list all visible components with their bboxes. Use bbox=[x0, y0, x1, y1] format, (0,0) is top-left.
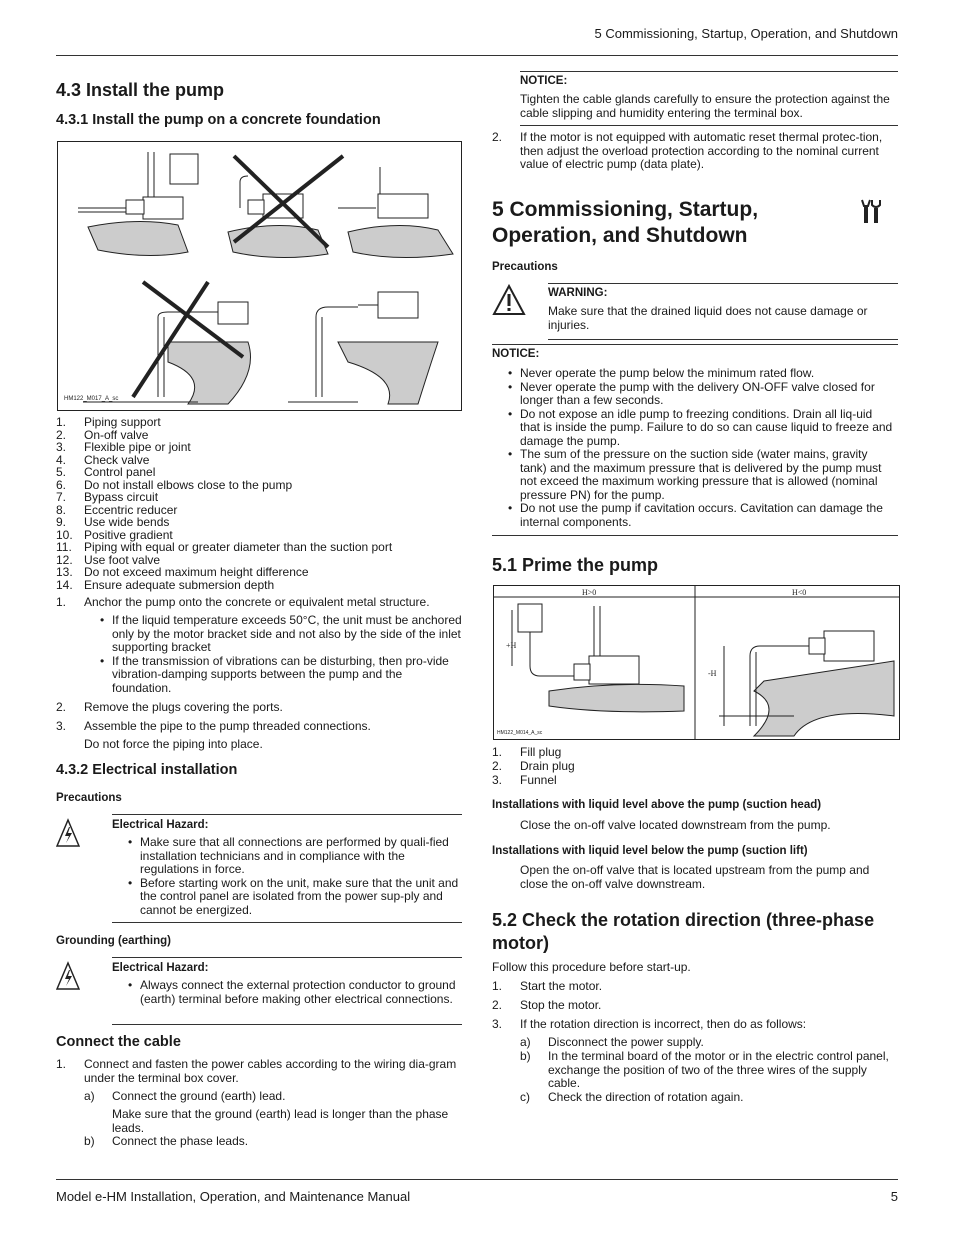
electrical-hazard-icon bbox=[56, 961, 80, 991]
fig-label-lift: H<0 bbox=[792, 588, 807, 597]
prime-pump-figure bbox=[493, 585, 900, 740]
fig-label-minus-h: -H bbox=[708, 669, 717, 678]
rotation-step-1: 1. Start the motor. bbox=[492, 979, 603, 993]
running-header: 5 Commissioning, Startup, Operation, and Shutdown bbox=[594, 26, 898, 41]
legend-item: 5. Control panel bbox=[56, 465, 156, 479]
legend-item: 8. Eccentric reducer bbox=[56, 502, 178, 517]
notice-top-rule bbox=[520, 71, 898, 72]
warning-icon bbox=[492, 284, 526, 316]
rotation-step-3a: a) Disconnect the power supply. bbox=[520, 1035, 704, 1049]
footer-title: Model e-HM Installation, Operation, and Maintenance Manual bbox=[56, 1189, 411, 1204]
tools-icon bbox=[860, 198, 882, 224]
connect-cable-heading: Connect the cable bbox=[56, 1034, 181, 1050]
legend-item: 3. Flexible pipe or joint bbox=[56, 440, 191, 454]
legend-item: 9. Use wide bends bbox=[56, 515, 170, 529]
suction-lift-text: Open the on-off valve that is located upstream from the pump and close the on-off valve downstream. bbox=[520, 863, 870, 891]
hazard-1-top-rule bbox=[112, 814, 462, 815]
install-step-1-bullets: • If the liquid temperature exceeds 50°C, the unit must be anchored only by the motor bracket side and not also by the side of the inlet supporting bracket • If the transmission of vibrations can be disturbing, then pro-vide vibration-damping supports between the pump and the foundation. bbox=[100, 613, 462, 695]
section-4-3-heading: 4.3 Install the pump bbox=[56, 80, 225, 100]
rotation-step-3b: b) In the terminal board of the motor or in the electric control panel, exchange the position of two of the three wires of the supply cable. bbox=[520, 1049, 889, 1090]
figure-code: HM122_M014_A_sc bbox=[497, 730, 543, 736]
grounding-label: Grounding (earthing) bbox=[56, 935, 171, 947]
legend-item: 11. Piping with equal or greater diameter than the suction port bbox=[56, 540, 393, 554]
prime-pump-diagram bbox=[494, 586, 899, 739]
legend-item: 3. Funnel bbox=[492, 773, 557, 787]
connect-step-1a-note: Make sure that the ground (earth) lead is longer than the phase leads. bbox=[112, 1107, 449, 1135]
warning-top-rule bbox=[548, 283, 898, 284]
suction-lift-heading: Installations with liquid level below the pump (suction lift) bbox=[492, 845, 808, 857]
section-5-heading: 5 Commissioning, Startup, Operation, and Shutdown bbox=[492, 198, 759, 247]
suction-head-heading: Installations with liquid level above the pump (suction head) bbox=[492, 799, 822, 811]
install-step-2: 2. Remove the plugs covering the ports. bbox=[56, 700, 283, 714]
connect-step-1b: b) Connect the phase leads. bbox=[84, 1134, 249, 1148]
legend-item: 2. On-off valve bbox=[56, 427, 149, 442]
notice-text: Tighten the cable glands carefully to ensure the protection against the cable slipping and humidity entering the terminal box. bbox=[520, 92, 890, 120]
footer-rule bbox=[56, 1179, 898, 1180]
legend-item: 4. Check valve bbox=[56, 452, 150, 467]
fig-label-plus-h: +H bbox=[506, 641, 517, 650]
legend-item: 1. Fill plug bbox=[492, 745, 562, 759]
warning-title: WARNING: bbox=[548, 287, 608, 299]
figure-legend bbox=[56, 416, 466, 591]
legend-item: 1. Piping support bbox=[56, 415, 161, 429]
suction-head-text: Close the on-off valve located downstream from the pump. bbox=[520, 818, 831, 832]
prime-legend bbox=[492, 745, 575, 787]
rotation-step-2: 2. Stop the motor. bbox=[492, 998, 602, 1012]
commission-step-2: 2. If the motor is not equipped with automatic reset thermal protec-tion, then adjust the overload protection according to the nominal current value of electric pump (data plate). bbox=[492, 130, 883, 171]
legend-item: 10. Positive gradient bbox=[56, 527, 173, 542]
hazard-2-bottom-rule bbox=[112, 1024, 462, 1025]
electrical-hazard-icon bbox=[56, 818, 80, 848]
connect-step-1: 1. Connect and fasten the power cables according to the wiring dia-gram under the terminal box cover. bbox=[56, 1057, 457, 1085]
header-rule bbox=[56, 55, 898, 56]
section-5-2-heading: 5.2 Check the rotation direction (three-phase motor) bbox=[492, 910, 875, 953]
hazard-1-bullets: • Make sure that all connections are performed by quali-fied installation technicians and in compliance with the regulations in force. • Before starting work on the unit, make sure that the unit and the control panel are isolated from the power sup-ply and cannot be energized. bbox=[128, 835, 459, 917]
rotation-step-3c: c) Check the direction of rotation again. bbox=[520, 1090, 744, 1104]
section-4-3-1-heading: 4.3.1 Install the pump on a concrete foundation bbox=[56, 112, 381, 128]
legend-item: 14. Ensure adequate submersion depth bbox=[56, 577, 275, 592]
hazard-1-title: Electrical Hazard: bbox=[112, 819, 209, 831]
legend-item: 12. Use foot valve bbox=[56, 552, 161, 567]
legend-item: 7. Bypass circuit bbox=[56, 490, 159, 504]
rotation-step-3: 3. If the rotation direction is incorrect, then do as follows: bbox=[492, 1017, 807, 1031]
fig-label-head: H>0 bbox=[582, 588, 597, 597]
rotation-intro: Follow this procedure before start-up. bbox=[492, 960, 691, 974]
figure-code: HM122_M017_A_sc bbox=[64, 396, 119, 402]
notice2-bottom-rule bbox=[492, 535, 898, 536]
page-number: 5 bbox=[890, 1189, 898, 1204]
section-4-3-2-heading: 4.3.2 Electrical installation bbox=[56, 762, 238, 778]
precautions-label-5: Precautions bbox=[492, 261, 558, 273]
notice2-bullets: • Never operate the pump below the minimum rated flow. • Never operate the pump with the delivery ON-OFF valve closed for longer than a few seconds. • Do not expose an idle pump to freezing conditions. Drain all liq-uid that is inside the pump. Failure to do so can cause liquid to freeze and damage the pump. • The sum of the pressure on the suction side (water mains, gravity tank) and the maximum pressure that is delivered by the pump must not exceed the maximum working pressure that is allowed (nominal pressure PN) for the pump. • Do not use the pump if cavitation occurs. Cavitation can damage the internal components. bbox=[508, 366, 893, 529]
section-5-1-heading: 5.1 Prime the pump bbox=[492, 555, 659, 575]
legend-item: 6. Do not install elbows close to the pump bbox=[56, 477, 293, 492]
install-step-3: 3. Assemble the pipe to the pump threaded connections. bbox=[56, 719, 371, 733]
connect-step-1a: a) Connect the ground (earth) lead. bbox=[84, 1089, 286, 1103]
hazard-1-bottom-rule bbox=[112, 922, 462, 923]
notice2-title: NOTICE: bbox=[492, 348, 540, 360]
legend-item: 13. Do not exceed maximum height difference bbox=[56, 565, 309, 579]
hazard-2-title: Electrical Hazard: bbox=[112, 962, 209, 974]
precautions-label: Precautions bbox=[56, 792, 122, 804]
hazard-2-bullets: • Always connect the external protection conductor to ground (earth) terminal before making other electrical connections. bbox=[128, 978, 456, 1006]
warning-text: Make sure that the drained liquid does not cause damage or injuries. bbox=[548, 304, 868, 332]
hazard-2-top-rule bbox=[112, 957, 462, 958]
notice-title: NOTICE: bbox=[520, 75, 568, 87]
warning-bottom-rule bbox=[548, 339, 898, 340]
notice-bottom-rule bbox=[520, 125, 898, 126]
foundation-diagram bbox=[58, 142, 461, 410]
install-step-3-note: Do not force the piping into place. bbox=[84, 737, 263, 751]
foundation-installation-figure bbox=[57, 141, 462, 411]
legend-item: 2. Drain plug bbox=[492, 759, 575, 773]
notice2-top-rule bbox=[492, 344, 898, 345]
install-step-1: 1. Anchor the pump onto the concrete or equivalent metal structure. bbox=[56, 595, 430, 609]
